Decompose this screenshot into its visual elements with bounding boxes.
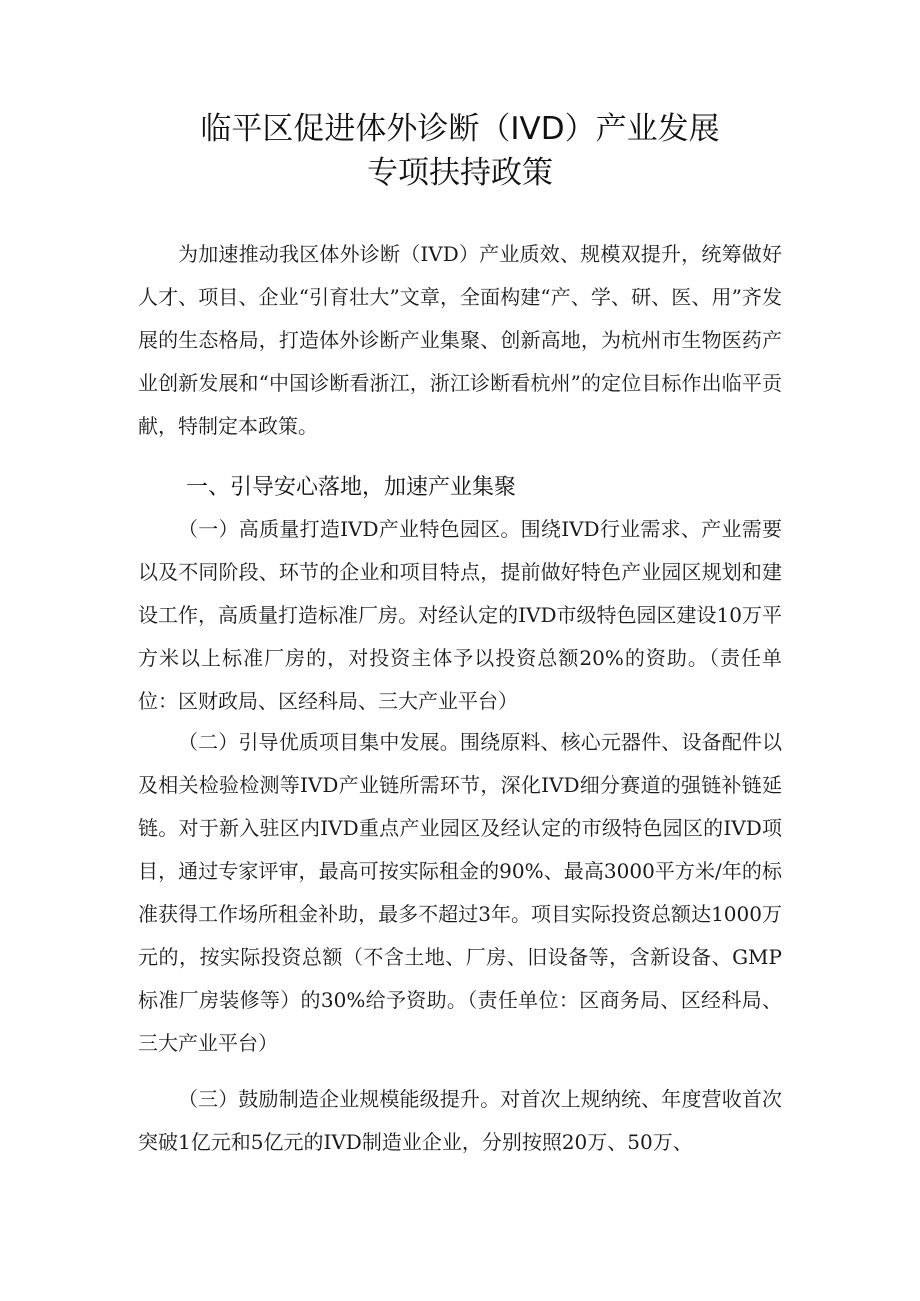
policy-item-1: （一）高质量打造IVD产业特色园区。围绕IVD行业需求、产业需要以及不同阶段、环节的企业和项目特点，提前做好特色产业园区规划和建设工作，高质量打造标准厂房。对经认定的IVD市级特色园区建设10万平方米以上标准厂房的，对投资主体予以投资总额20%的资助。（责任单位：区财政局、区经科局、三大产业平台） [138,517,782,713]
document-title-line1: 临平区促进体外诊断（IVD）产业发展 [200,111,720,147]
intro-paragraph: 为加速推动我区体外诊断（IVD）产业质效、规模双提升，统筹做好人才、项目、企业“引育壮大”文章，全面构建“产、学、研、医、用”齐发展的生态格局，打造体外诊断产业集聚、创新高地，为杭州市生物医药产业创新发展和“中国诊断看浙江，浙江诊断看杭州”的定位目标作出临平贡献，特制定本政策。 [138,242,782,438]
document-title-line2: 专项扶持政策 [367,155,553,191]
section1-heading: 一、引导安心落地，加速产业集聚 [186,475,517,500]
policy-item-2: （二）引导优质项目集中发展。围绕原料、核心元器件、设备配件以及相关检验检测等IVD产业链所需环节，深化IVD细分赛道的强链补链延链。对于新入驻区内IVD重点产业园区及经认定的市级特色园区的IVD项目，通过专家评审，最高可按实际租金的90%、最高3000平方米/年的标准获得工作场所租金补助，最多不超过3年。项目实际投资总额达1000万元的，按实际投资总额（不含土地、厂房、旧设备等，含新设备、GMP标准厂房装修等）的30%给予资助。（责任单位：区商务局、区经科局、三大产业平台） [138,730,782,1055]
policy-item-3: （三）鼓励制造企业规模能级提升。对首次上规纳统、年度营收首次突破1亿元和5亿元的IVD制造业企业，分别按照20万、50万、 [138,1087,782,1154]
